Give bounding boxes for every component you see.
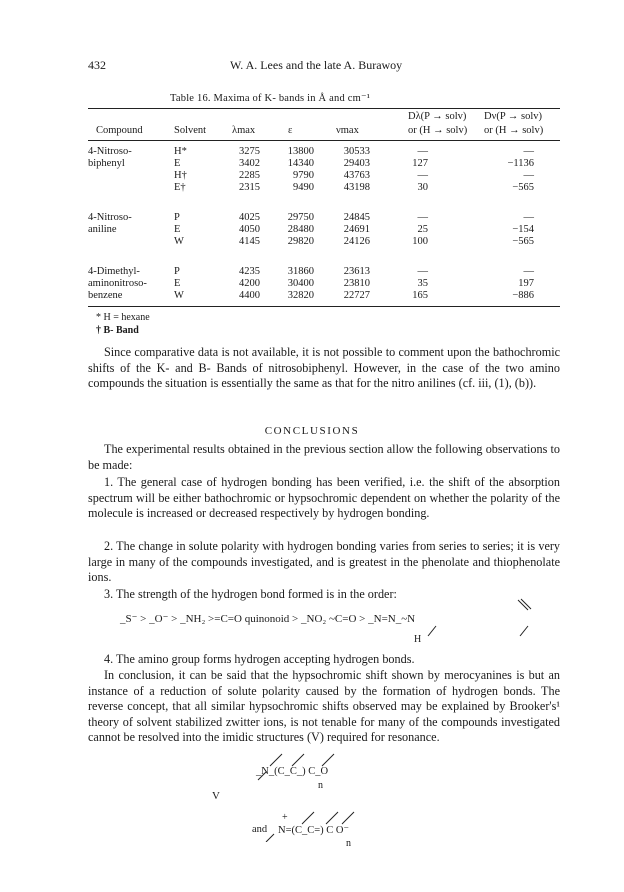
structure-label: V bbox=[212, 790, 220, 802]
cell-solvent: E bbox=[174, 278, 181, 289]
structure-2-connector: and bbox=[252, 824, 268, 835]
cell-d-nu: 197 bbox=[518, 278, 534, 289]
paragraph: 3. The strength of the hydrogen bond formed is in the order: bbox=[104, 587, 397, 601]
structure-1: _N_(C_C_) C_O bbox=[256, 766, 329, 777]
cell-nu: 24845 bbox=[343, 212, 370, 223]
paragraph: The experimental results obtained in the previous section allow the following observations to be made: bbox=[88, 442, 560, 472]
cell-d-nu: — bbox=[523, 146, 534, 157]
cell-nu: 24691 bbox=[343, 224, 370, 235]
table-title: Table 16. Maxima of K- bands in Å and cm⁻¹ bbox=[170, 93, 371, 104]
col-d-nu-2: or (H → solv) bbox=[484, 125, 544, 136]
cell-nu: 23613 bbox=[343, 266, 370, 277]
cell-epsilon: 14340 bbox=[287, 158, 314, 169]
cell-d-lambda: — bbox=[417, 212, 428, 223]
col-compound: Compound bbox=[96, 125, 143, 136]
cell-lambda: 4235 bbox=[239, 266, 260, 277]
cell-solvent: E† bbox=[174, 182, 186, 193]
section-heading: CONCLUSIONS bbox=[264, 425, 360, 437]
cell-lambda: 4025 bbox=[239, 212, 260, 223]
cell-lambda: 4145 bbox=[239, 236, 260, 247]
cell-solvent: P bbox=[174, 266, 180, 277]
footnote-hexane: * H = hexane bbox=[96, 312, 150, 323]
compound-name-line: benzene bbox=[88, 290, 123, 301]
cell-nu: 43198 bbox=[343, 182, 370, 193]
cell-solvent: H† bbox=[174, 170, 187, 181]
col-d-nu-1: Dν(P → solv) bbox=[484, 111, 543, 122]
cell-d-lambda: — bbox=[417, 266, 428, 277]
col-lambda-max: λmax bbox=[232, 125, 256, 136]
footnote-b-band: † B- Band bbox=[96, 325, 139, 336]
paragraph: In conclusion, it can be said that the hypsochromic shift shown by merocyanines is but an instance of a reduction of solute polarity caused by the formation of hydrogen bonds. The reverse concept, that all similar hypsochromic shifts observed may be explained by Brooker's¹ theory of solvent stabilized zwitter ions, is not tenable for many of the compounds investigated cannot be resolved into the imidic structures (V) required for resonance. bbox=[88, 668, 560, 745]
structure-2-subscript: n bbox=[346, 838, 351, 849]
cell-epsilon: 28480 bbox=[287, 224, 314, 235]
cell-epsilon: 13800 bbox=[287, 146, 314, 157]
cell-d-nu: −565 bbox=[512, 236, 534, 247]
hydrogen-atom-label: H bbox=[414, 634, 422, 645]
table-header-rule bbox=[88, 140, 560, 141]
cell-d-nu: — bbox=[523, 266, 534, 277]
cell-epsilon: 31860 bbox=[287, 266, 314, 277]
cell-solvent: H* bbox=[174, 146, 187, 157]
hydrogen-bond-stroke-icon bbox=[418, 624, 442, 642]
paragraph: 1. The general case of hydrogen bonding has been verified, i.e. the shift of the absorption spectrum will be either bathochromic or hypsochromic dependent on whether the polarity of the molecule is increased or decreased respectively by hydrogen bonding. bbox=[88, 475, 560, 521]
page-number: 432 bbox=[88, 58, 106, 72]
cell-d-lambda: 35 bbox=[417, 278, 428, 289]
cell-lambda: 4200 bbox=[239, 278, 260, 289]
cell-nu: 24126 bbox=[343, 236, 370, 247]
cell-d-nu: −565 bbox=[512, 182, 534, 193]
cell-d-lambda: 165 bbox=[412, 290, 428, 301]
cell-solvent: E bbox=[174, 158, 181, 169]
cell-nu: 43763 bbox=[343, 170, 370, 181]
cell-d-nu: — bbox=[523, 212, 534, 223]
azo-bond-strokes-icon bbox=[480, 596, 540, 640]
cell-epsilon: 30400 bbox=[287, 278, 314, 289]
cell-d-nu: −886 bbox=[512, 290, 534, 301]
cell-d-lambda: — bbox=[417, 170, 428, 181]
cell-epsilon: 9790 bbox=[293, 170, 314, 181]
cell-d-lambda: 30 bbox=[417, 182, 428, 193]
cell-solvent: W bbox=[174, 290, 184, 301]
cell-lambda: 4050 bbox=[239, 224, 260, 235]
compound-name-line: 4-Dimethyl- bbox=[88, 266, 140, 277]
cell-epsilon: 32820 bbox=[287, 290, 314, 301]
cell-lambda: 3275 bbox=[239, 146, 260, 157]
compound-name-line: aniline bbox=[88, 224, 117, 235]
cell-nu: 30533 bbox=[343, 146, 370, 157]
col-solvent: Solvent bbox=[174, 125, 207, 136]
col-nu-max: νmax bbox=[336, 125, 359, 136]
paragraph: 4. The amino group forms hydrogen accepting hydrogen bonds. bbox=[104, 652, 415, 666]
cell-epsilon: 9490 bbox=[293, 182, 314, 193]
col-epsilon: ε bbox=[288, 125, 293, 136]
cell-lambda: 2285 bbox=[239, 170, 260, 181]
cell-nu: 22727 bbox=[343, 290, 370, 301]
cell-solvent: P bbox=[174, 212, 180, 223]
hydrogen-bond-order: _S⁻ > _O⁻ > _NH₂ >=C=O quinonoid > _NO₂ ~C=O > _N=N_~N bbox=[120, 613, 416, 625]
cell-d-lambda: 127 bbox=[412, 158, 428, 169]
cell-d-nu: −154 bbox=[512, 224, 534, 235]
compound-name-line: biphenyl bbox=[88, 158, 125, 169]
cell-lambda: 3402 bbox=[239, 158, 260, 169]
structure-2: N=(C_C=) C O⁻ bbox=[278, 825, 350, 836]
compound-name-line: 4-Nitroso- bbox=[88, 212, 132, 223]
structure-2-charge: + bbox=[282, 812, 288, 823]
table-top-rule bbox=[88, 108, 560, 109]
paragraph: 2. The change in solute polarity with hydrogen bonding varies from series to series; it is very large in many of the compounds investigated, and is greatest in the phenolate and thiophenolate ions. bbox=[88, 539, 560, 585]
structure-1-subscript: n bbox=[318, 780, 323, 791]
running-title: W. A. Lees and the late A. Burawoy bbox=[230, 58, 403, 72]
cell-epsilon: 29750 bbox=[287, 212, 314, 223]
cell-solvent: W bbox=[174, 236, 184, 247]
col-d-lambda-1: Dλ(P → solv) bbox=[408, 111, 467, 122]
table-bottom-rule bbox=[88, 306, 560, 307]
cell-nu: 29403 bbox=[343, 158, 370, 169]
cell-lambda: 4400 bbox=[239, 290, 260, 301]
compound-name-line: 4-Nitroso- bbox=[88, 146, 132, 157]
cell-d-lambda: 25 bbox=[417, 224, 428, 235]
compound-name-line: aminonitroso- bbox=[88, 278, 147, 289]
cell-d-nu: −1136 bbox=[507, 158, 534, 169]
cell-nu: 23810 bbox=[343, 278, 370, 289]
cell-epsilon: 29820 bbox=[287, 236, 314, 247]
paragraph: Since comparative data is not available, it is not possible to comment upon the bathochromic shifts of the K- and B- Bands of nitrosobiphenyl. However, in the case of the two amino compounds the situation is essentially the same as that for the nitro anilines (cf. iii, (1), (b)). bbox=[88, 345, 560, 391]
cell-d-lambda: — bbox=[417, 146, 428, 157]
cell-d-lambda: 100 bbox=[412, 236, 428, 247]
cell-lambda: 2315 bbox=[239, 182, 260, 193]
cell-d-nu: — bbox=[523, 170, 534, 181]
col-d-lambda-2: or (H → solv) bbox=[408, 125, 468, 136]
cell-solvent: E bbox=[174, 224, 181, 235]
